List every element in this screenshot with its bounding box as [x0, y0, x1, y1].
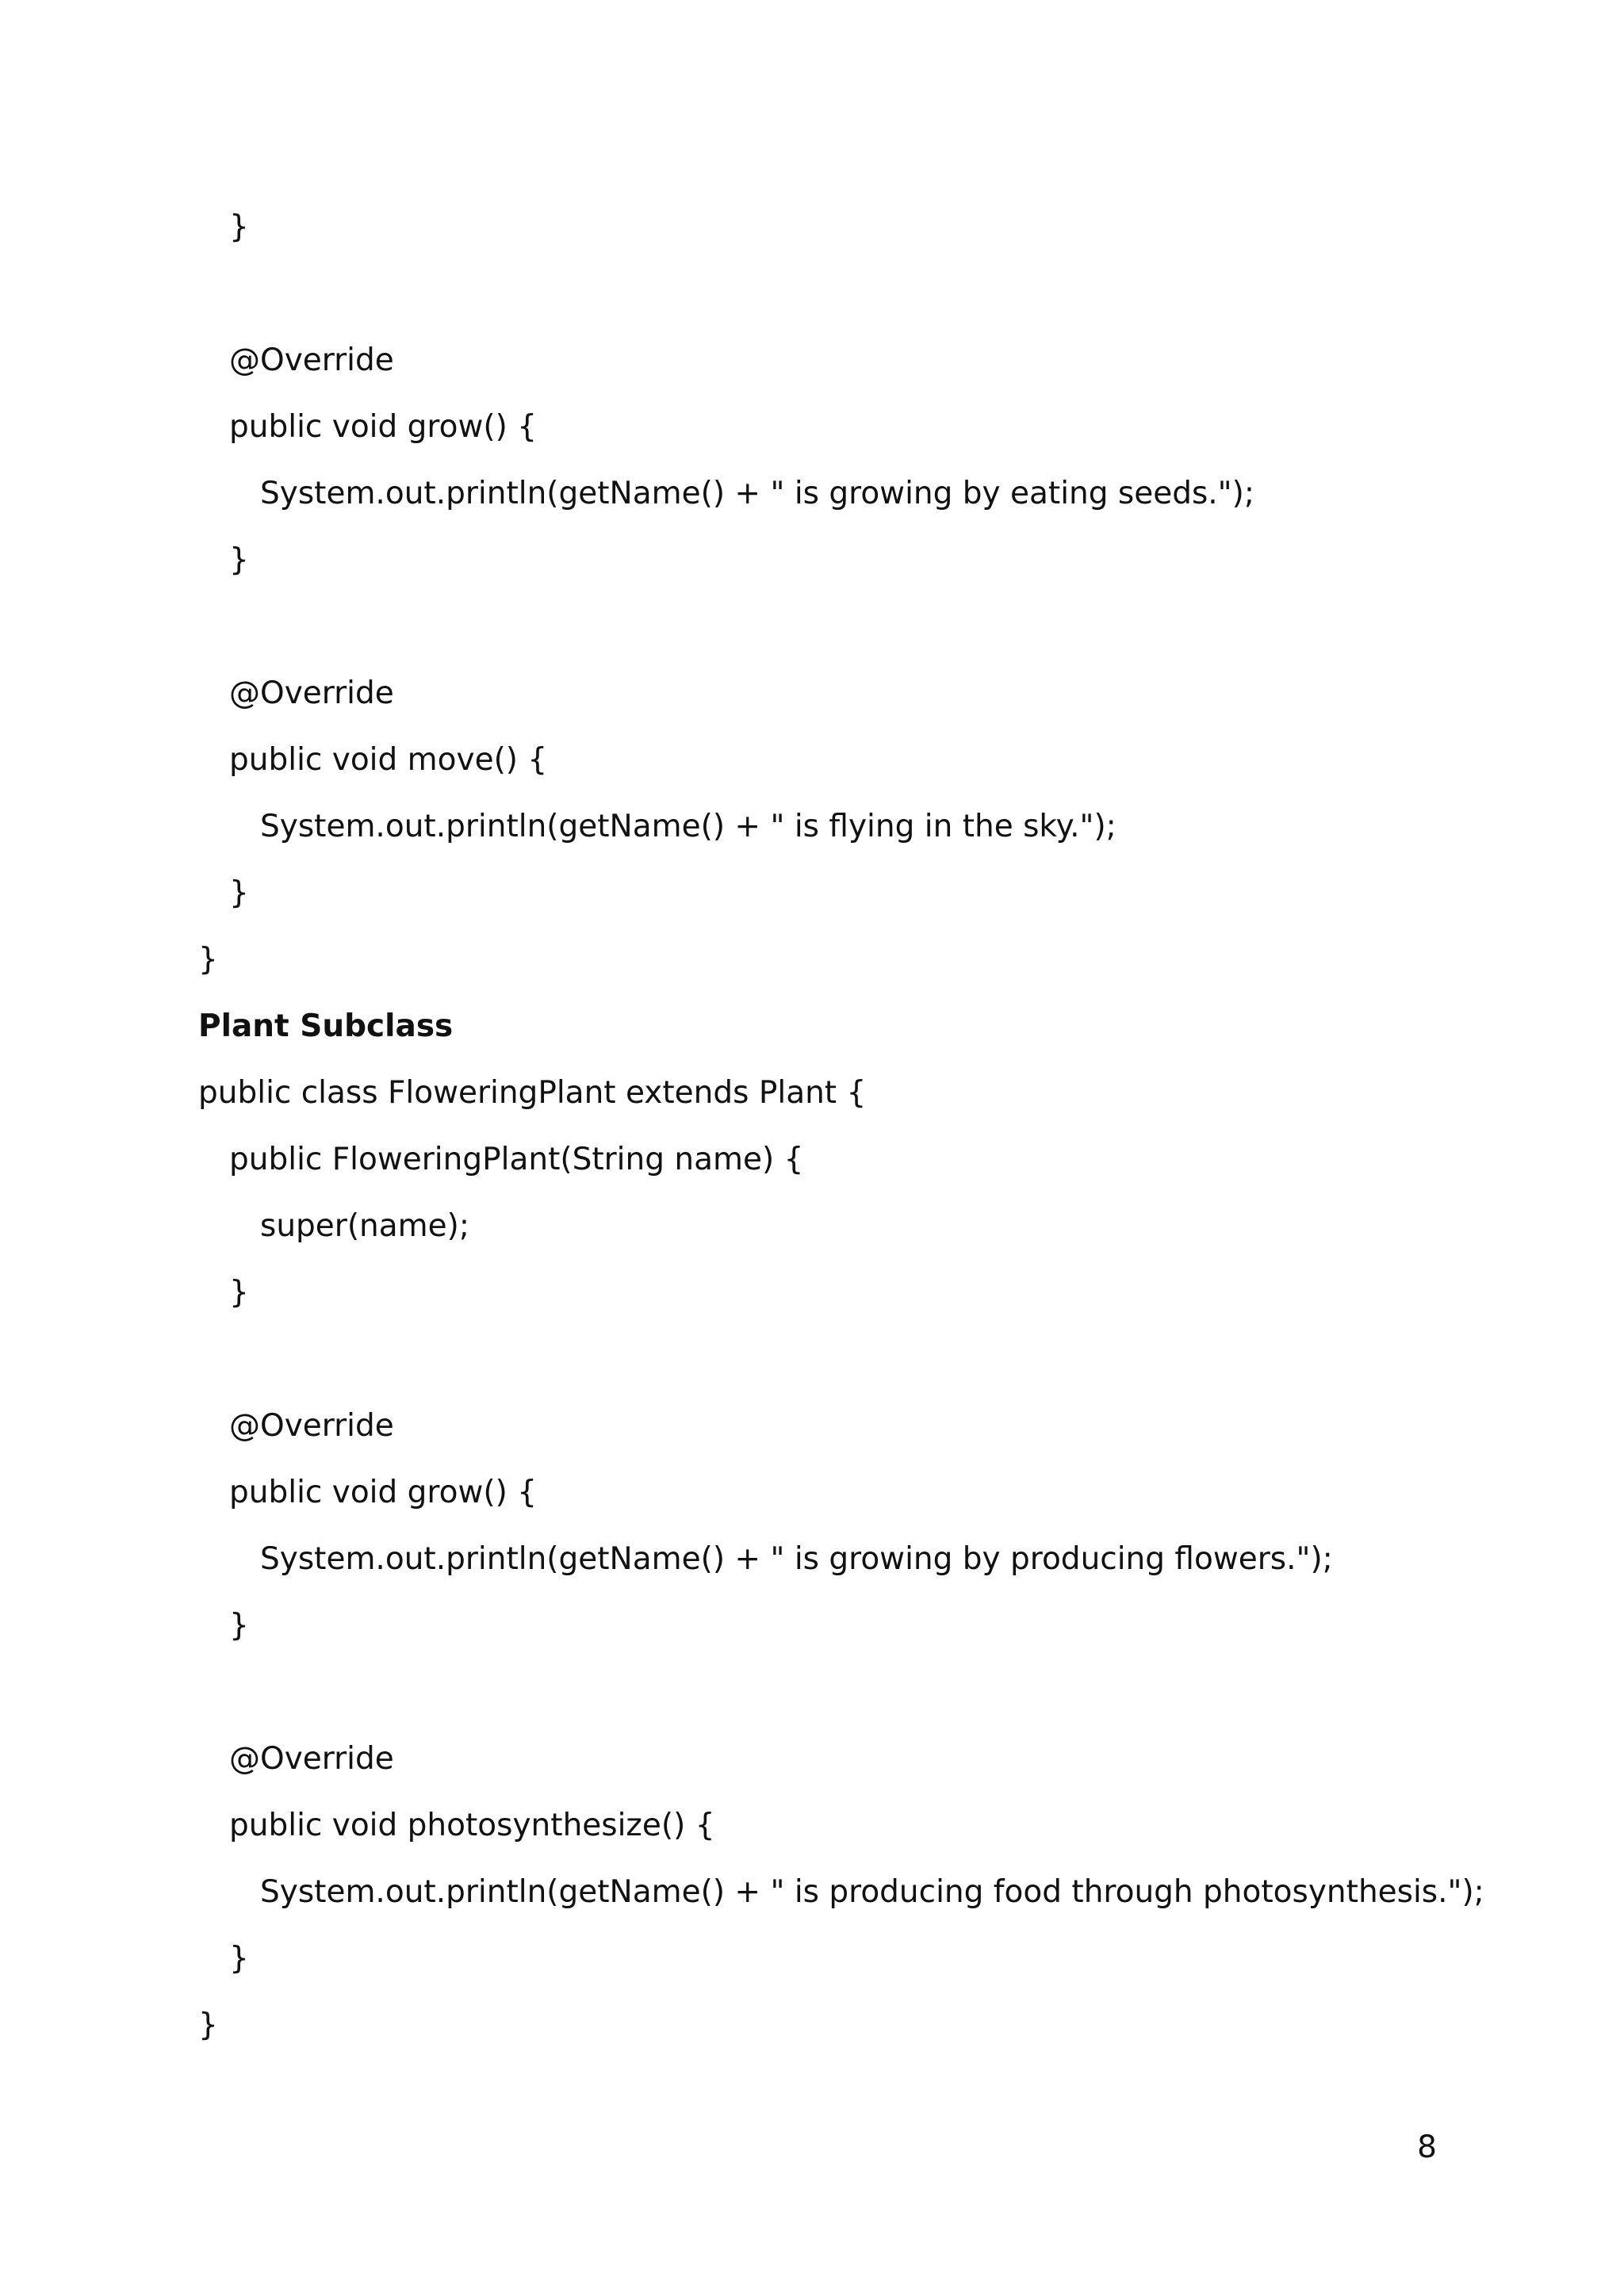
blank-line	[198, 1326, 1465, 1393]
code-line: public FloweringPlant(String name) {	[229, 1142, 804, 1177]
code-line: }	[229, 1275, 249, 1311]
code-line: System.out.println(getName() + " is producing food through photosynthesis.");	[260, 1874, 1484, 1910]
code-line: System.out.println(getName() + " is growing by eating seeds.");	[260, 476, 1254, 511]
code-line: public class FloweringPlant extends Plant {	[198, 1075, 867, 1111]
code-line: }	[229, 542, 249, 578]
blank-line	[198, 1659, 1465, 1726]
code-line: @Override	[229, 342, 394, 378]
code-line: System.out.println(getName() + " is flying in the sky.");	[260, 809, 1116, 844]
code-line: public void grow() {	[229, 409, 538, 445]
code-line: @Override	[229, 675, 394, 711]
code-line: }	[229, 1608, 249, 1644]
code-line: }	[229, 875, 249, 911]
code-line: public void grow() {	[229, 1475, 538, 1510]
code-line: public void move() {	[229, 742, 548, 778]
code-line: @Override	[229, 1741, 394, 1777]
code-line: }	[229, 1941, 249, 1976]
code-listing	[198, 194, 1484, 2059]
code-line: System.out.println(getName() + " is growing by producing flowers.");	[260, 1541, 1333, 1577]
code-line: }	[198, 2007, 218, 2043]
section-heading: Plant Subclass	[198, 1008, 454, 1044]
code-line: }	[229, 209, 249, 245]
page-number: 8	[1417, 2130, 1437, 2165]
code-line: @Override	[229, 1408, 394, 1444]
code-line: public void photosynthesize() {	[229, 1808, 715, 1843]
blank-line	[198, 594, 1465, 660]
blank-line	[198, 261, 1465, 327]
code-line: }	[198, 942, 218, 978]
code-line: super(name);	[260, 1208, 469, 1244]
